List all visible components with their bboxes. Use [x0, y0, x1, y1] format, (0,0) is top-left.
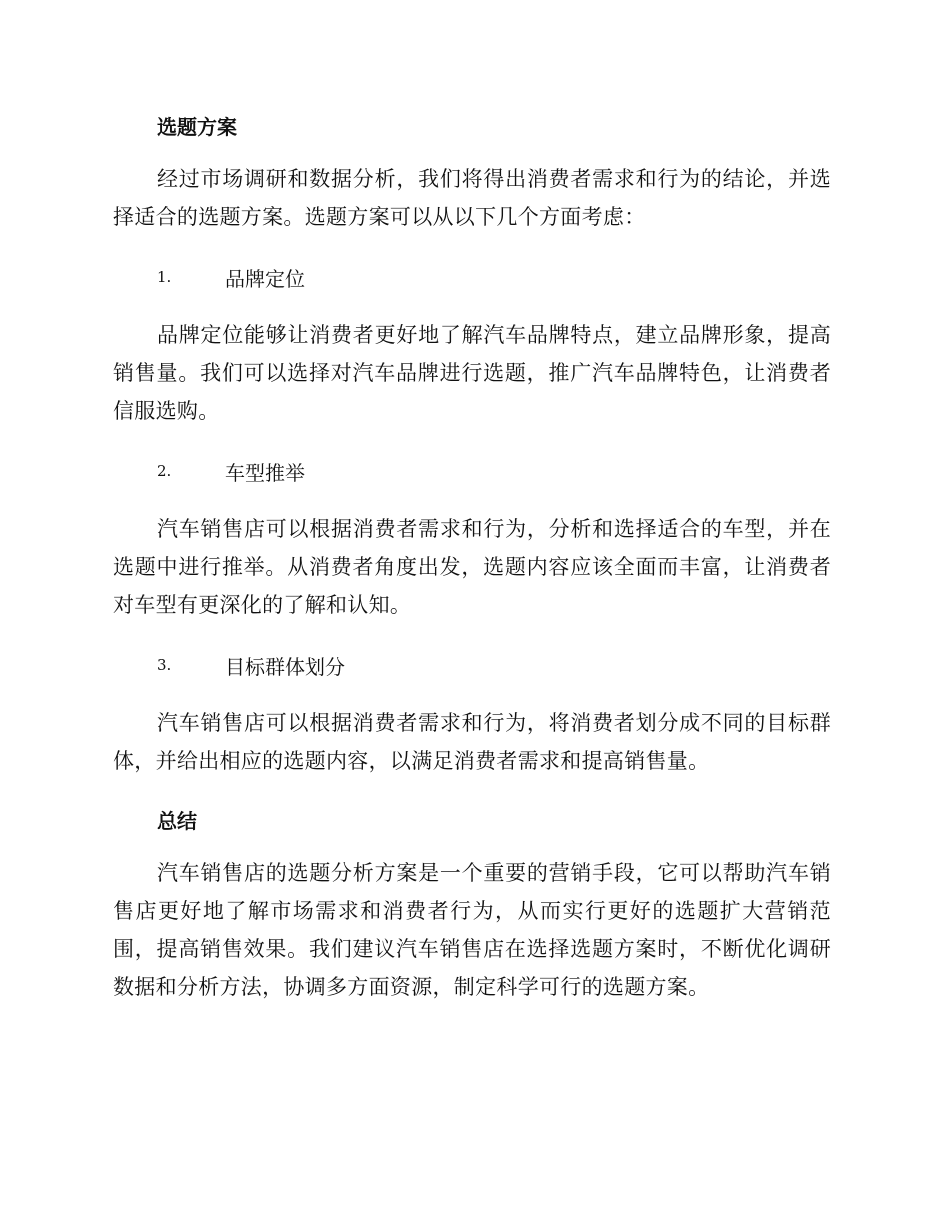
summary-body: 汽车销售店的选题分析方案是一个重要的营销手段，它可以帮助汽车销售店更好地了解市场需求和消费者行为，从而实行更好的选题扩大营销范围，提高销售效果。我们建议汽车销售店在选择选题方案时，不断优化调研数据和分析方法，协调多方面资源，制定科学可行的选题方案。 — [113, 861, 831, 999]
section-heading-topic-plan: 选题方案 — [157, 115, 237, 139]
list-item-number: 3. — [157, 656, 172, 674]
list-item-2 — [113, 452, 831, 490]
section-heading-summary: 总结 — [157, 809, 197, 833]
list-item-number: 1. — [157, 268, 172, 286]
list-item-1 — [113, 258, 831, 296]
document-page — [113, 108, 831, 1028]
list-item-title: 车型推举 — [225, 460, 305, 485]
list-item-3 — [113, 646, 831, 684]
list-item-title: 目标群体划分 — [225, 654, 345, 679]
list-item-body: 品牌定位能够让消费者更好地了解汽车品牌特点，建立品牌形象，提高销售量。我们可以选择对汽车品牌进行选题，推广汽车品牌特色，让消费者信服选购。 — [113, 323, 831, 423]
list-item-body: 汽车销售店可以根据消费者需求和行为，将消费者划分成不同的目标群体，并给出相应的选题内容，以满足消费者需求和提高销售量。 — [113, 711, 831, 773]
list-item-title: 品牌定位 — [225, 266, 305, 291]
topic-plan-intro: 经过市场调研和数据分析，我们将得出消费者需求和行为的结论，并选择适合的选题方案。选题方案可以从以下几个方面考虑： — [113, 167, 831, 229]
list-item-number: 2. — [157, 462, 172, 480]
list-item-body: 汽车销售店可以根据消费者需求和行为，分析和选择适合的车型，并在选题中进行推举。从消费者角度出发，选题内容应该全面而丰富，让消费者对车型有更深化的了解和认知。 — [113, 517, 831, 617]
